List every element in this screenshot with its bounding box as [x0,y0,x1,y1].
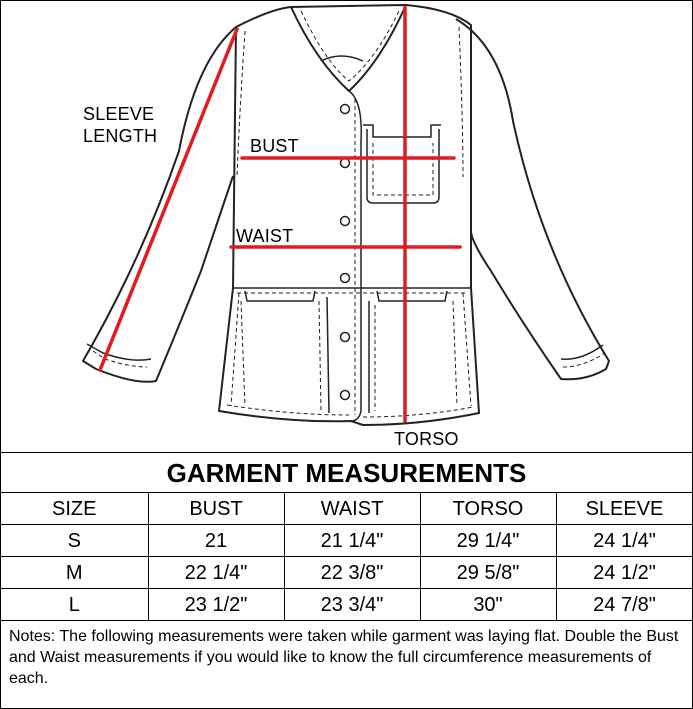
left-sleeve-outline [83,27,236,382]
cell-torso: 30" [420,589,556,621]
right-sleeve-outline [456,19,609,379]
header-bust: BUST [148,493,284,525]
cell-sleeve: 24 7/8" [556,589,693,621]
cell-waist: 22 3/8" [284,557,420,589]
cell-bust: 23 1/2" [148,589,284,621]
cell-sleeve: 24 1/2" [556,557,693,589]
cell-size: L [1,589,148,621]
bust-label: BUST [250,136,299,156]
cell-size: S [1,525,148,557]
cell-waist: 23 3/4" [284,589,420,621]
chest-pocket [367,129,439,203]
header-sleeve: SLEEVE [556,493,693,525]
button-2 [341,159,350,168]
button-4 [341,274,350,283]
chart-title: GARMENT MEASUREMENTS [1,453,692,493]
cell-torso: 29 5/8" [420,557,556,589]
header-waist: WAIST [284,493,420,525]
table-row [1,557,693,589]
cell-sleeve: 24 1/4" [556,525,693,557]
waist-label: WAIST [236,226,294,246]
measurements-table [1,493,693,621]
jacket-illustration [1,1,692,452]
header-torso: TORSO [420,493,556,525]
cell-torso: 29 1/4" [420,525,556,557]
table-row [1,525,693,557]
cell-size: M [1,557,148,589]
table-row [1,589,693,621]
jacket-body-outline [219,5,479,425]
sleeve-measure-line [100,29,237,370]
button-6 [341,391,350,400]
button-1 [341,105,350,114]
sleeve-length-label [83,103,157,147]
cell-bust: 22 1/4" [148,557,284,589]
sleeve-label-line2: LENGTH [83,126,158,146]
button-5 [341,333,350,342]
cell-bust: 21 [148,525,284,557]
cell-waist: 21 1/4" [284,525,420,557]
button-3 [341,217,350,226]
table-header-row [1,493,693,525]
sleeve-label-line1: SLEEVE [83,104,155,124]
torso-label: TORSO [394,429,459,449]
measurement-notes: Notes: The following measurements were taken while garment was laying flat. Double the Bust and Waist measurements if you would like to know the full circumference measurements of each. [9,628,679,687]
garment-diagram [1,1,692,453]
header-size: SIZE [1,493,148,525]
neckline [291,5,406,91]
